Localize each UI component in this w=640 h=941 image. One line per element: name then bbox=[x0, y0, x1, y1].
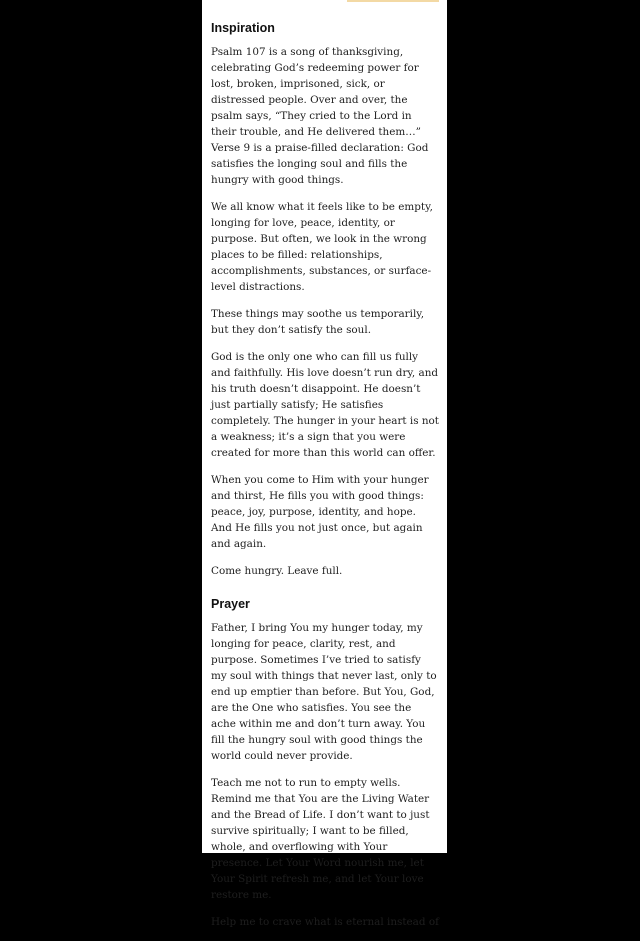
top-accent-bar bbox=[347, 0, 439, 2]
devotional-page bbox=[202, 0, 447, 928]
devotional-content bbox=[211, 20, 439, 941]
prayer-paragraph: Father, I bring You my hunger today, my longing for peace, clarity, rest, and purpose. Sometimes I’ve tried to satisfy my soul with things that never last, only to end up emptier than before. But You, God, are the One who satisfies. You see the ache within me and don’t turn away. You fill the hungry soul with good things the world could never provide. bbox=[211, 622, 437, 762]
prayer-paragraph: Teach me not to run to empty wells. Remind me that You are the Living Water and the Bread of Life. I don’t want to just survive spiritually; I want to be filled, whole, and overflowing with Your presence. Let Your Word nourish me, let Your Spirit refresh me, and let Your love restore me. bbox=[211, 777, 430, 901]
prayer-heading: Prayer bbox=[211, 597, 250, 611]
prayer-paragraph: Help me to crave what is eternal instead of bbox=[211, 916, 439, 928]
inspiration-paragraph: We all know what it feels like to be empty, longing for love, peace, identity, or purpose. But often, we look in the wrong places to be filled: relationships, accomplishments, substances, or surface-level distractions. bbox=[211, 201, 433, 293]
inspiration-paragraph: These things may soothe us temporarily, but they don’t satisfy the soul. bbox=[211, 308, 425, 336]
inspiration-paragraph: God is the only one who can fill us fully and faithfully. His love doesn’t run dry, and his truth doesn’t disappoint. He doesn’t just partially satisfy; He satisfies completely. The hunger in your heart is not a weakness; it’s a sign that you were created for more than this world can offer. bbox=[211, 351, 439, 459]
inspiration-heading: Inspiration bbox=[211, 21, 275, 35]
inspiration-paragraph: Psalm 107 is a song of thanksgiving, celebrating God’s redeeming power for lost, broken, imprisoned, sick, or distressed people. Over and over, the psalm says, “They cried to the Lord in their trouble, and He delivered them…” Verse 9 is a praise-filled declaration: God satisfies the longing soul and fills the hungry with good things. bbox=[211, 46, 429, 186]
inspiration-paragraph: Come hungry. Leave full. bbox=[211, 565, 343, 577]
inspiration-paragraph: When you come to Him with your hunger and thirst, He fills you with good things: peace, joy, purpose, identity, and hope. And He fills you not just once, but again and again. bbox=[211, 474, 429, 550]
